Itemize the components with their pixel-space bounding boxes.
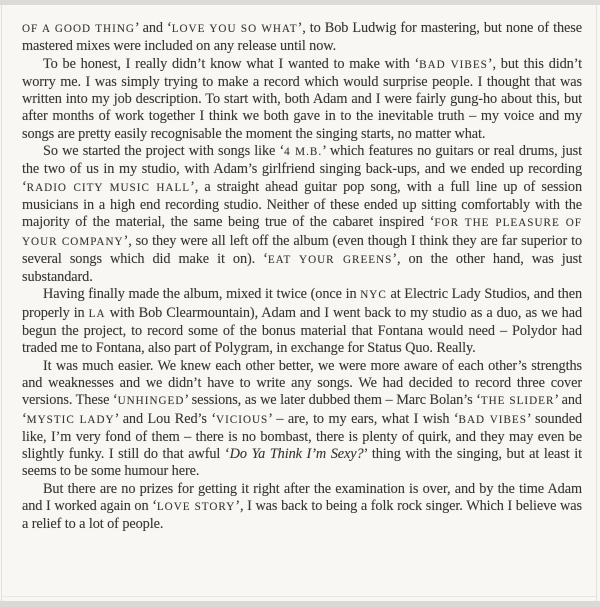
- paragraph: [22, 20, 582, 56]
- text-run: ’ sounded like, I’m very fond of them – there is no bombast, there is plenty of quirk, and they may even be slightly funky. I still do that awful ‘: [22, 410, 582, 463]
- small-caps-title: 4 M.B.: [284, 146, 323, 159]
- small-caps-title: BAD VIBES: [458, 413, 527, 426]
- paragraph: [22, 286, 582, 357]
- small-caps-title: LA: [88, 307, 106, 320]
- text-run: ’, I was back to being a folk rock singer. Which I believe was a relief to a lot of people.: [22, 498, 582, 533]
- small-caps-title: MYSTIC LADY: [26, 413, 115, 426]
- page-edge-bottom-hairline: [2, 596, 596, 597]
- text-run: ’ and ‘: [22, 392, 582, 427]
- small-caps-title: VICIOUS: [216, 413, 269, 426]
- text-run: ’, a straight ahead guitar pop song, with a full line up of session musicians in a high end recording studio. Neither of these ended up sitting comfortably with the majority of the material, the same being true of the cabaret inspired ‘: [22, 178, 583, 231]
- paragraph: [22, 481, 582, 534]
- paragraph: [22, 358, 582, 481]
- small-caps-title: OF A GOOD THING: [22, 23, 135, 35]
- small-caps-title: LOVE YOU SO WHAT: [171, 23, 298, 35]
- text-run: ’ sessions, as we later dubbed them – Marc Bolan’s ‘: [184, 392, 481, 409]
- text-run: Having finally made the album, mixed it twice (once in: [43, 286, 361, 303]
- page-edge-left: [1, 5, 2, 601]
- text-run: To be honest, I really didn’t know what I wanted to make with ‘: [43, 55, 420, 72]
- text-run: ’, so they were all left off the album (even though I think they are far superior to several songs which did make it on). ‘: [22, 232, 582, 267]
- text-run: ’, on the other hand, was just substandard.: [22, 250, 583, 286]
- small-caps-title: RADIO CITY MUSIC HALL: [26, 181, 191, 194]
- page-edge-bottom: [0, 601, 600, 607]
- italic-song-title: Do Ya Think I’m Sexy?: [229, 446, 364, 463]
- small-caps-title: BAD VIBES: [419, 58, 488, 71]
- liner-notes-text: [22, 20, 582, 534]
- paragraph: [22, 56, 582, 143]
- paragraph: [22, 143, 582, 286]
- text-run: ’ which features no guitars or real drums, just the two of us in my studio, with Adam’s girlfriend singing back-ups, and we ended up recording ‘: [22, 143, 582, 195]
- page-edge-top: [0, 0, 600, 5]
- text-run: It was much easier. We knew each other better, we were more aware of each other’s strengths and weaknesses and we didn’t have to write any songs. We had decided to record three cover versions. These ‘: [22, 357, 582, 409]
- small-caps-title: THE SLIDER: [480, 395, 555, 408]
- small-caps-title: FOR THE PLEASURE OF YOUR COMPANY: [22, 217, 582, 248]
- small-caps-title: NYC: [360, 289, 387, 302]
- text-run: ’, to Bob Ludwig for mastering, but none of these mastered mixes were included on any release until now.: [22, 20, 582, 55]
- text-run: with Bob Clearmountain), Adam and I went back to my studio as a duo, as we had begun the project, to record some of the bonus material that Fontana would need – Polydor had traded me to Fontana, also part of Polygram, in exchange for Status Quo. Really.: [22, 304, 582, 357]
- text-run: ’ – are, to my ears, what I wish ‘: [268, 410, 459, 427]
- small-caps-title: UNHINGED: [117, 395, 185, 408]
- text-run: ’ and Lou Red’s ‘: [114, 410, 217, 427]
- text-run: ’ thing with the singing, but at least it seems to be some humour here.: [22, 446, 582, 480]
- small-caps-title: LOVE STORY: [156, 501, 236, 514]
- text-run: at Electric Lady Studios, and then properly in: [22, 286, 582, 321]
- text-run: So we started the project with songs like ‘: [43, 143, 285, 160]
- small-caps-title: EAT YOUR GREENS: [267, 253, 393, 266]
- text-run: ’ and ‘: [134, 20, 172, 36]
- text-run: But there are no prizes for getting it right after the examination is over, and by the time Adam and I worked again on ‘: [22, 480, 582, 515]
- page-edge-right: [596, 5, 597, 601]
- text-run: ’, but this didn’t worry me. I was simply trying to make a record which would surprise people. I thought that was written into my job description. To start with, both Adam and I were fairly gung-ho about this, but after months of work together I think we both gave in to the inevitable truth – my voice and my songs are pretty easily recognisable the moment the singing starts, no matter what.: [22, 55, 582, 142]
